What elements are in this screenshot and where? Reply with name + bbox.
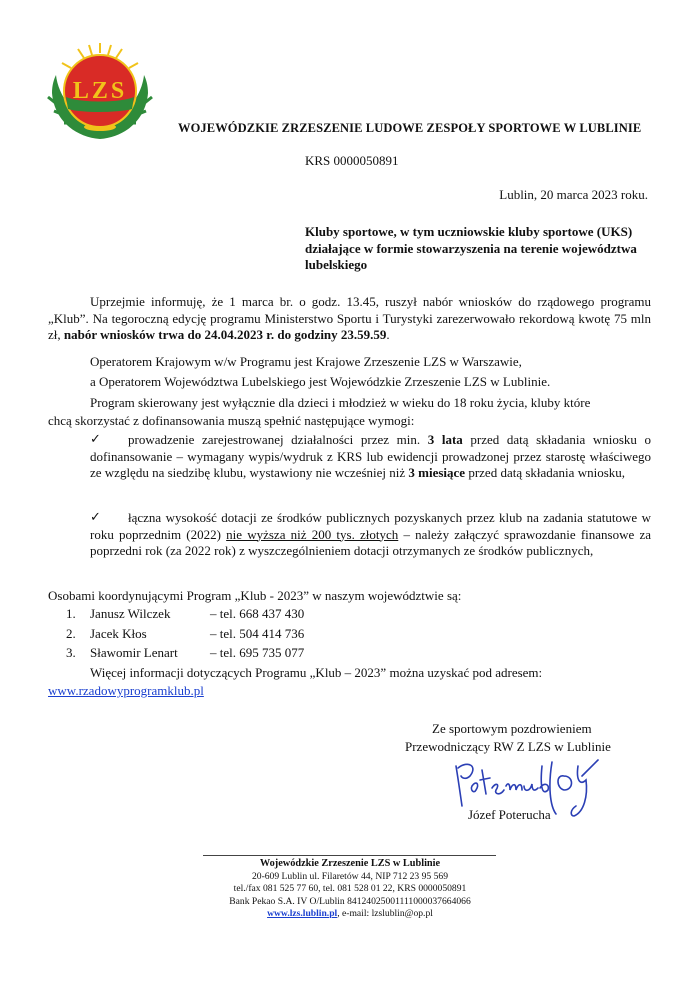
organization-name: WOJEWÓDZKIE ZRZESZENIE LUDOWE ZESPOŁY SPORTOWE W LUBLINIE <box>178 121 642 135</box>
coordinator-name: Sławomir Lenart <box>90 645 178 660</box>
req2-text-a: łączna wysokość dotacji ze środków publicznych pozyskanych przez klub na zadania statutowe w roku poprzednim (2022) <box>90 510 651 542</box>
closing-greeting: Ze sportowym pozdrowieniem <box>432 721 592 736</box>
lzs-emblem-logo <box>44 35 156 143</box>
program-target-line: Program skierowany jest wyłącznie dla dzieci i młodzież w wieku do 18 roku życia, kluby które <box>90 395 591 410</box>
requirements-intro: chcą skorzystać z dofinansowania muszą spełnić następujące wymogi: <box>48 413 415 428</box>
krs-number: KRS 0000050891 <box>305 153 399 168</box>
footer-email[interactable]: lzslublin@op.pl <box>371 908 433 919</box>
req2-limit: nie wyższa niż 200 tys. złotych <box>226 526 399 542</box>
logo-text: LZS <box>72 78 128 104</box>
requirement-item <box>90 432 651 482</box>
footer-phones: tel./fax 081 525 77 60, tel. 081 528 01 22, KRS 0000050891 <box>233 883 467 894</box>
requirement-item <box>90 510 651 560</box>
req1-bold-months: 3 miesiące <box>408 465 466 481</box>
operator-regional: a Operatorem Województwa Lubelskiego jest Wojewódzkie Zrzeszenie LZS w Lublinie. <box>90 374 551 389</box>
coordinator-phone: – tel. 695 735 077 <box>210 645 305 660</box>
checkmark-icon: ✓ <box>90 509 101 524</box>
intro-text: Uprzejmie informuję, że 1 marca br. o godz. 13.45, ruszył nabór wniosków do rządowego programu „Klub”. Na tegoroczną edycję programu Ministerstwo Sportu i Turystyki zarezerwowało rekordową kwotę 75 mln zł, <box>48 294 651 343</box>
footer-website-link[interactable]: www.lzs.lublin.pl <box>267 908 338 919</box>
coordinator-phone: – tel. 668 437 430 <box>210 606 305 621</box>
coordinator-phone: – tel. 504 414 736 <box>210 626 305 641</box>
coordinator-number: 2. <box>66 626 76 641</box>
more-info-line: Więcej informacji dotyczących Programu „Klub – 2023” można uzyskać pod adresem: <box>90 665 543 680</box>
program-website-link[interactable]: www.rzadowyprogramklub.pl <box>48 683 204 698</box>
coordinators-intro: Osobami koordynującymi Program „Klub - 2023” w naszym województwie są: <box>48 588 462 603</box>
deadline-text: nabór wniosków trwa do 24.04.2023 r. do godziny 23.59.59 <box>63 327 387 343</box>
paragraph-intro <box>48 294 651 344</box>
req2-text-c: – należy załączyć sprawozdanie finansowe za poprzedni rok (za 2022 rok) z wyszczególnieniem dotacji otrzymanych ze środków publicznych, <box>90 526 651 559</box>
signatory-name: Józef Poterucha <box>468 807 551 822</box>
footer <box>150 858 550 921</box>
operator-national: Operatorem Krajowym w/w Programu jest Krajowe Zrzeszenie LZS w Warszawie, <box>90 354 522 369</box>
footer-email-sep: , e-mail: <box>337 908 372 919</box>
recipient-block: Kluby sportowe, w tym uczniowskie kluby sportowe (UKS) działające w formie stowarzyszenia na terenie województwa lubelskiego <box>305 224 637 272</box>
coordinator-name: Janusz Wilczek <box>90 606 171 621</box>
signatory-title: Przewodniczący RW Z LZS w Lublinie <box>405 739 611 754</box>
checkmark-icon: ✓ <box>90 431 101 446</box>
req1-bold-years: 3 lata <box>427 432 463 447</box>
footer-divider <box>203 855 496 856</box>
req1-text-a: prowadzenie zarejestrowanej działalności przez min. <box>128 432 428 447</box>
footer-bank: Bank Pekao S.A. IV O/Lublin 84124025001111000037664066 <box>229 895 471 907</box>
coordinator-name: Jacek Kłos <box>90 626 147 641</box>
req1-text-d: przed datą składania wniosku, <box>465 465 626 481</box>
coordinator-number: 3. <box>66 645 76 660</box>
footer-address: 20-609 Lublin ul. Filaretów 44, NIP 712 23 95 569 <box>251 870 449 882</box>
footer-org-name: Wojewódzkie Zrzeszenie LZS w Lublinie <box>259 858 441 869</box>
footer-contact <box>150 908 550 921</box>
letter-date: Lublin, 20 marca 2023 roku. <box>499 187 648 202</box>
req1-text-c: przed datą składania wniosku o dofinansowanie – wymagany wypis/wydruk z KRS lub ewidencji prowadzonej przez starostę właściwego ze względu na siedzibę klubu, wystawiony nie wcześniej niż <box>90 432 651 481</box>
coordinator-number: 1. <box>66 606 76 621</box>
intro-end: . <box>386 327 390 343</box>
